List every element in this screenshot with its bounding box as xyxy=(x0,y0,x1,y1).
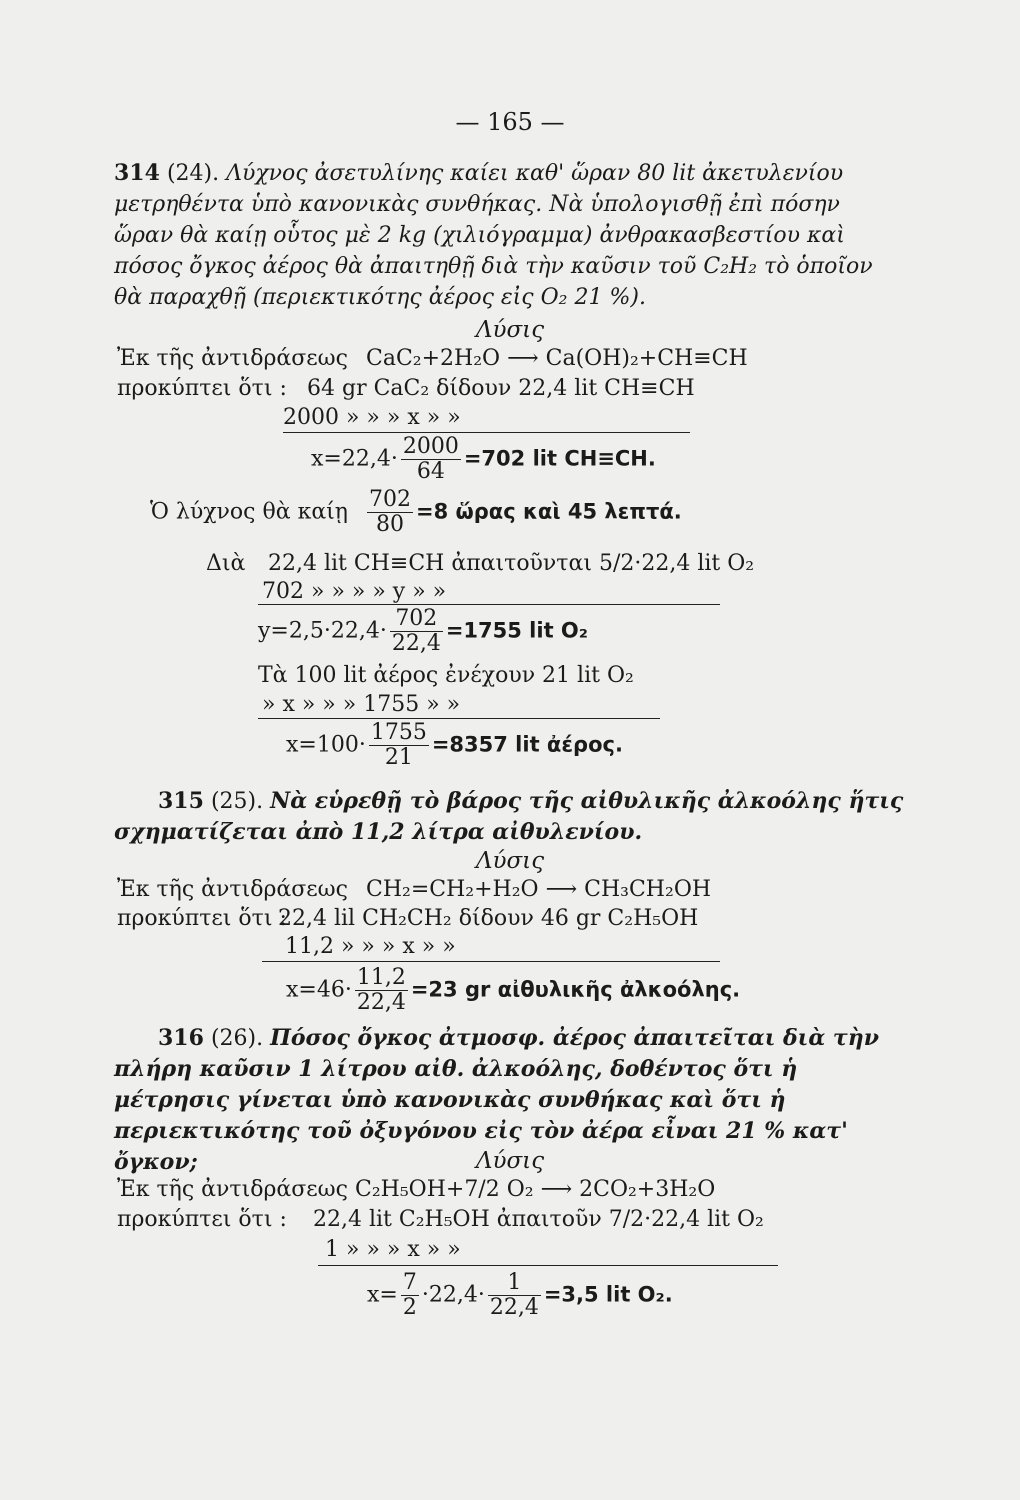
calc1-fraction xyxy=(401,435,461,484)
calc2-numerator: 702 xyxy=(390,607,443,632)
burn-time-314 xyxy=(150,488,682,537)
problem-316-number-paren: (26). xyxy=(210,1026,264,1051)
calc-315-result: =23 gr αἰθυλικῆς ἀλκοόλης. xyxy=(410,977,741,1002)
problem-314-number: 314 xyxy=(114,160,160,186)
results-intro-314: προκύπτει ὅτι : xyxy=(117,376,287,401)
dia-word-314: Διὰ xyxy=(206,551,246,576)
reaction-intro-316: Ἐκ τῆς ἀντιδράσεως xyxy=(117,1177,348,1202)
division-rule-315 xyxy=(262,961,720,962)
reaction-intro-314: Ἐκ τῆς ἀντιδράσεως xyxy=(117,346,348,371)
reaction-lhs-314: CaC₂+2H₂O xyxy=(366,346,501,371)
stoich-line2-316: 1 » » » x » » xyxy=(325,1237,461,1262)
calc2-denominator: 22,4 xyxy=(391,631,441,656)
calc3-numerator: 1755 xyxy=(370,720,427,745)
calc-316-result: =3,5 lit O₂. xyxy=(543,1282,673,1307)
calc3-denominator: 21 xyxy=(384,745,413,770)
reaction-rhs-314: Ca(OH)₂+CH≡CH xyxy=(545,346,748,371)
calc2-left: y=2,5·22,4· xyxy=(258,618,387,644)
division-rule-316 xyxy=(318,1265,778,1266)
solution-heading-314: Λύσις xyxy=(475,317,545,343)
division-rule-314a xyxy=(283,432,690,433)
calc1-numerator: 2000 xyxy=(402,434,459,459)
reaction-equation-316 xyxy=(355,1177,715,1202)
calc-315-left: x=46· xyxy=(286,977,352,1003)
air-line1-314: Τὰ 100 lit ἀέρος ἐνέχουν 21 lit O₂ xyxy=(258,663,634,688)
division-rule-314c xyxy=(258,718,660,719)
calc3-left: x=100· xyxy=(286,732,366,758)
burn-time-result: =8 ὥρας καὶ 45 λεπτά. xyxy=(416,499,682,524)
problem-315-number: 315 xyxy=(158,788,204,814)
results-intro-315: προκύπτει ὅτι : xyxy=(117,906,287,931)
burn-time-numerator: 702 xyxy=(369,487,411,512)
division-rule-314b xyxy=(258,604,720,605)
calc-315-numerator: 11,2 xyxy=(356,965,406,990)
stoich-line2-314: 2000 » » » x » » xyxy=(283,405,461,430)
calc-315-fraction xyxy=(355,966,408,1015)
calc-316 xyxy=(367,1271,673,1320)
reaction-equation-314 xyxy=(366,346,748,371)
calc1-denominator: 64 xyxy=(416,459,445,484)
page-number: — 165 — xyxy=(455,108,565,136)
stoich-line1-316: 22,4 lit C₂H₅OH ἀπαιτοῦν 7/2·22,4 lit O₂ xyxy=(313,1207,764,1232)
calc2-fraction xyxy=(390,607,443,656)
solution-heading-315: Λύσις xyxy=(475,848,545,874)
o2-line2-314: 702 » » » » y » » xyxy=(262,579,447,604)
problem-316-number: 316 xyxy=(158,1025,204,1051)
calc-316-fraction2 xyxy=(488,1271,541,1320)
solution-heading-316: Λύσις xyxy=(475,1148,545,1174)
calc-315-denominator: 22,4 xyxy=(356,990,406,1015)
problem-314-number-paren: (24). xyxy=(166,161,220,186)
calc1-result: =702 lit CH≡CH. xyxy=(463,446,656,471)
calc3-result: =8357 lit ἀέρος. xyxy=(431,732,623,757)
calc-316-denominator2: 22,4 xyxy=(489,1295,539,1320)
calc3-fraction xyxy=(369,721,429,770)
o2-line1-314: 22,4 lit CH≡CH ἀπαιτοῦνται 5/2·22,4 lit O₂ xyxy=(268,551,755,576)
stoich-line1-314: 64 gr CaC₂ δίδουν 22,4 lit CH≡CH xyxy=(307,376,695,401)
calc-316-numerator1: 7 xyxy=(402,1270,417,1295)
burn-time-denominator: 80 xyxy=(376,512,404,537)
calc2-314 xyxy=(258,607,588,656)
calc-316-numerator2: 1 xyxy=(488,1271,541,1296)
calc-315 xyxy=(286,966,740,1015)
reaction-rhs-316: 2CO₂+3H₂O xyxy=(579,1177,716,1202)
reaction-equation-315 xyxy=(366,877,711,902)
problem-315 xyxy=(114,786,904,848)
stoich-line2-315: 11,2 » » » x » » xyxy=(285,934,456,959)
reaction-intro-315: Ἐκ τῆς ἀντιδράσεως xyxy=(117,877,348,902)
burn-time-intro: Ὁ λύχνος θὰ καίῃ xyxy=(150,499,348,525)
reaction-arrow-314: ⟶ xyxy=(507,346,539,371)
problem-314-text: Λύχνος ἀσετυλίνης καίει καθ' ὥραν 80 lit ἀκετυλενίου μετρηθέντα ὑπὸ κανονικὰς συνθήκας. Νὰ ὑπολογισθῇ ἐπὶ πόσην ὥραν θὰ καίῃ οὗτος μὲ 2 kg (χιλιόγραμμα) ἀνθρακασβεστίου καὶ πόσος ὄγκος ἀέρος θὰ ἀπαιτηθῇ διὰ τὴν καῦσιν τοῦ C₂H₂ τὸ ὁποῖον θὰ παραχθῇ (περιεκτικότης ἀέρος εἰς O₂ 21 %). xyxy=(114,161,873,310)
reaction-arrow-315: ⟶ xyxy=(545,877,578,902)
reaction-arrow-316: ⟶ xyxy=(540,1177,573,1202)
air-line2-314: » x » » » 1755 » » xyxy=(262,692,461,717)
results-intro-316: προκύπτει ὅτι : xyxy=(117,1207,287,1232)
problem-314 xyxy=(114,158,904,313)
calc2-result: =1755 lit O₂ xyxy=(445,618,588,643)
problem-315-number-paren: (25). xyxy=(210,789,264,814)
calc1-left: x=22,4· xyxy=(311,446,398,472)
reaction-lhs-315: CH₂=CH₂+H₂O xyxy=(366,877,539,902)
burn-time-fraction xyxy=(367,488,413,537)
calc-316-left: x= xyxy=(367,1282,398,1308)
reaction-rhs-315: CH₃CH₂OH xyxy=(584,877,712,902)
calc3-314 xyxy=(286,721,623,770)
problem-315-text: Νὰ εὑρεθῇ τὸ βάρος τῆς αἰθυλικῆς ἀλκοόλης ἥτις σχηματίζεται ἀπὸ 11,2 λίτρα αἰθυλενίου. xyxy=(114,788,904,845)
calc-316-fraction1 xyxy=(401,1271,419,1320)
stoich-line1-315: 22,4 lil CH₂CH₂ δίδουν 46 gr C₂H₅OH xyxy=(278,906,699,931)
problem-316-text: Πόσος ὄγκος ἀτμοσφ. ἀέρος ἀπαιτεῖται διὰ τὴν πλήρη καῦσιν 1 λίτρου αἰθ. ἀλκοόλης, δοθέντος ὅτι ἡ μέτρησις γίνεται ὑπὸ κανονικὰς συνθήκας καὶ ὅτι ἡ περιεκτικότης τοῦ ὀξυγόνου εἰς τὸν ἀέρα εἶναι 21 % κατ' ὄγκον; xyxy=(114,1025,879,1175)
calc1-314 xyxy=(311,435,656,484)
calc-316-denominator1: 2 xyxy=(402,1295,417,1320)
calc-316-middle: ·22,4· xyxy=(421,1282,485,1308)
reaction-lhs-316: C₂H₅OH+7/2 O₂ xyxy=(355,1177,534,1202)
